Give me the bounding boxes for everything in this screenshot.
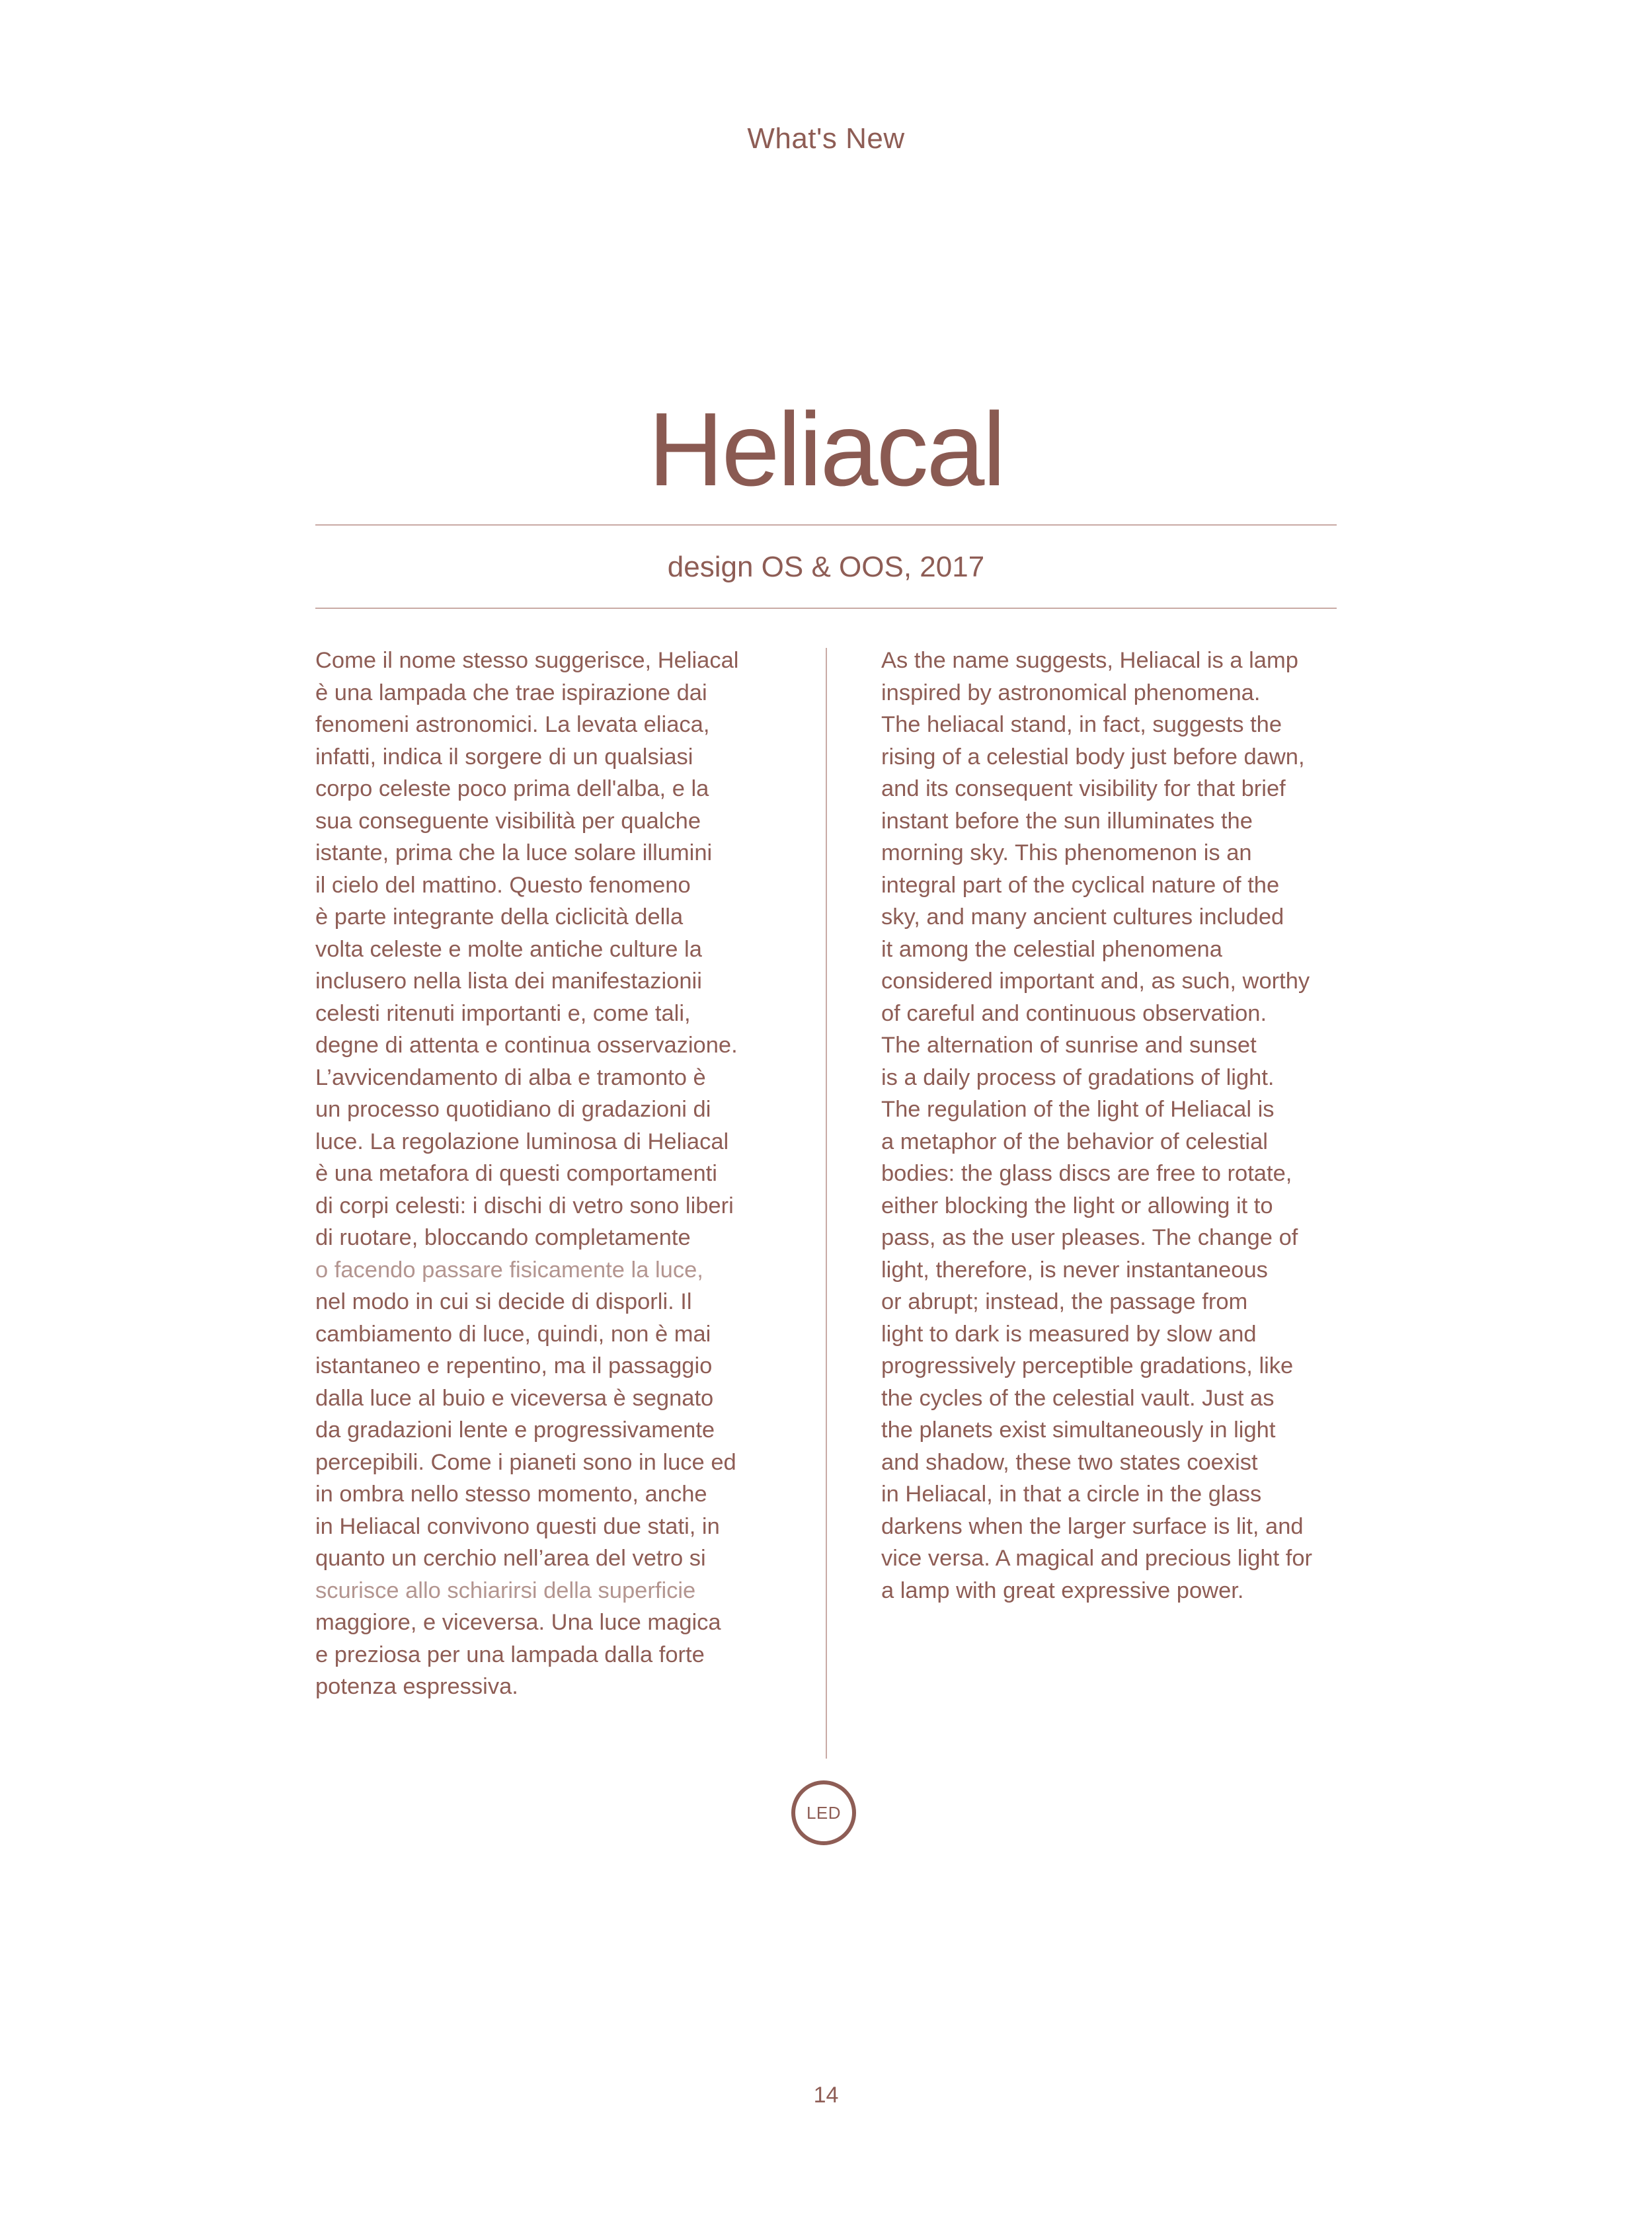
text-line: è una lampada che trae ispirazione dai	[315, 680, 707, 705]
text-line: light to dark is measured by slow and	[881, 1321, 1257, 1347]
text-line: degne di attenta e continua osservazione.	[315, 1033, 738, 1058]
text-line: in Heliacal convivono questi due stati, in	[315, 1513, 720, 1539]
text-line: è una metafora di questi comportamenti	[315, 1161, 717, 1186]
text-line: darkens when the larger surface is lit, and	[881, 1513, 1304, 1539]
text-line: vice versa. A magical and precious light for	[881, 1546, 1312, 1571]
text-line: celesti ritenuti importanti e, come tali,	[315, 1000, 691, 1026]
text-line: corpo celeste poco prima dell'alba, e la	[315, 776, 709, 801]
text-line: of careful and continuous observation.	[881, 1000, 1267, 1026]
text-line: il cielo del mattino. Questo fenomeno	[315, 872, 691, 898]
text-line: and its consequent visibility for that brief	[881, 776, 1286, 801]
title-rule-bottom	[315, 608, 1337, 609]
text-line: rising of a celestial body just before dawn,	[881, 744, 1305, 770]
led-badge	[791, 1780, 856, 1845]
text-line: As the name suggests, Heliacal is a lamp	[881, 648, 1298, 673]
text-line: sua conseguente visibilità per qualche	[315, 808, 701, 834]
text-line: The alternation of sunrise and sunset	[881, 1033, 1257, 1058]
text-line: di ruotare, bloccando completamente	[315, 1225, 691, 1250]
text-line: inspired by astronomical phenomena.	[881, 680, 1261, 705]
text-line: di corpi celesti: i dischi di vetro sono liberi	[315, 1193, 734, 1218]
text-line: light, therefore, is never instantaneous	[881, 1257, 1268, 1283]
text-line: istante, prima che la luce solare illumini	[315, 840, 713, 865]
text-line: maggiore, e viceversa. Una luce magica	[315, 1610, 721, 1635]
text-line: the cycles of the celestial vault. Just as	[881, 1385, 1275, 1411]
title-rule-top	[315, 524, 1337, 526]
text-line: luce. La regolazione luminosa di Heliacal	[315, 1129, 729, 1154]
text-line: e preziosa per una lampada dalla forte	[315, 1642, 705, 1667]
section-label: What's New	[747, 122, 905, 155]
text-line: bodies: the glass discs are free to rotate,	[881, 1161, 1292, 1186]
text-line: or abrupt; instead, the passage from	[881, 1289, 1248, 1314]
text-line: in Heliacal, in that a circle in the glass	[881, 1482, 1262, 1507]
page-number: 14	[813, 2083, 839, 2108]
text-line: sky, and many ancient cultures included	[881, 904, 1284, 930]
text-line: istantaneo e repentino, ma il passaggio	[315, 1353, 713, 1378]
english-text-column	[881, 645, 1344, 1607]
text-line: inclusero nella lista dei manifestazionii	[315, 969, 702, 994]
text-line: volta celeste e molte antiche culture la	[315, 936, 702, 962]
text-line: quanto un cerchio nell’area del vetro si	[315, 1546, 706, 1571]
text-line: considered important and, as such, worthy	[881, 969, 1310, 994]
text-line: L’avvicendamento di alba e tramonto è	[315, 1064, 706, 1090]
text-line: potenza espressiva.	[315, 1674, 518, 1699]
text-line: integral part of the cyclical nature of the	[881, 872, 1280, 898]
text-line: and shadow, these two states coexist	[881, 1449, 1258, 1475]
text-line: fenomeni astronomici. La levata eliaca,	[315, 712, 710, 737]
text-line: is a daily process of gradations of light.	[881, 1064, 1275, 1090]
text-line: instant before the sun illuminates the	[881, 808, 1253, 834]
text-line: un processo quotidiano di gradazioni di	[315, 1097, 711, 1122]
text-line: the planets exist simultaneously in light	[881, 1417, 1276, 1443]
text-line: o facendo passare fisicamente la luce,	[315, 1257, 703, 1283]
text-line: morning sky. This phenomenon is an	[881, 840, 1252, 865]
text-line: pass, as the user pleases. The change of	[881, 1225, 1298, 1250]
text-line: a lamp with great expressive power.	[881, 1577, 1244, 1603]
page-title: Heliacal	[648, 391, 1004, 508]
italian-text-column	[315, 645, 778, 1703]
text-line: The heliacal stand, in fact, suggests the	[881, 712, 1282, 737]
text-line: a metaphor of the behavior of celestial	[881, 1129, 1268, 1154]
text-line: in ombra nello stesso momento, anche	[315, 1482, 707, 1507]
text-line: progressively perceptible gradations, like	[881, 1353, 1294, 1378]
led-badge-label: LED	[806, 1802, 842, 1823]
text-line: dalla luce al buio e viceversa è segnato	[315, 1385, 714, 1411]
column-divider	[826, 648, 827, 1759]
text-line: percepibili. Come i pianeti sono in luce ed	[315, 1449, 736, 1475]
text-line: either blocking the light or allowing it to	[881, 1193, 1273, 1218]
text-line: The regulation of the light of Heliacal is	[881, 1097, 1275, 1122]
design-credit: design OS & OOS, 2017	[667, 551, 985, 583]
text-line: scurisce allo schiarirsi della superficie	[315, 1577, 696, 1603]
text-line: cambiamento di luce, quindi, non è mai	[315, 1321, 711, 1347]
text-line: it among the celestial phenomena	[881, 936, 1222, 962]
text-line: è parte integrante della ciclicità della	[315, 904, 684, 930]
text-line: da gradazioni lente e progressivamente	[315, 1417, 715, 1443]
text-line: nel modo in cui si decide di disporli. Il	[315, 1289, 692, 1314]
text-line: Come il nome stesso suggerisce, Heliacal	[315, 648, 739, 673]
text-line: infatti, indica il sorgere di un qualsiasi	[315, 744, 693, 770]
